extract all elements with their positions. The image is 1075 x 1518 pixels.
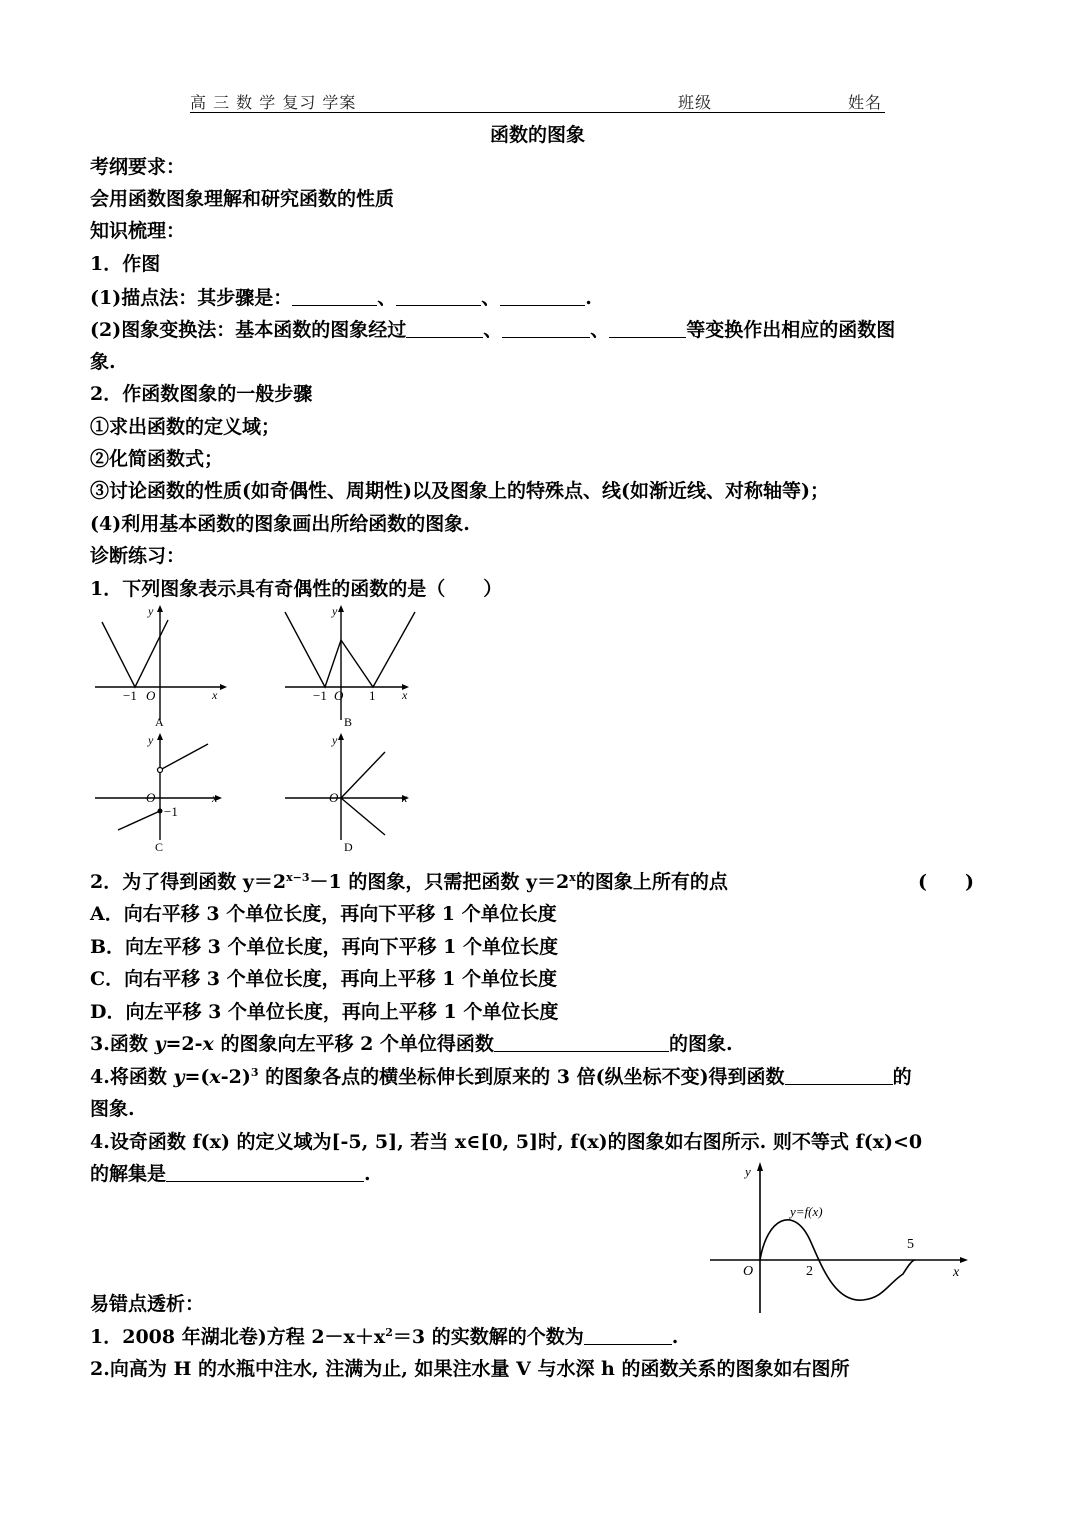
question-4b-line2: 的解集是 . [90, 1163, 371, 1185]
origin-label: O [329, 790, 339, 805]
axis-y-label: y [332, 733, 338, 747]
function-graph[interactable] [705, 1158, 975, 1316]
answer-blank[interactable] [502, 319, 590, 338]
option-c-label: C [155, 840, 164, 854]
answer-blank[interactable] [166, 1163, 364, 1182]
graph-d[interactable] [280, 730, 430, 855]
step-1: ①求出函数的定义域； [90, 416, 281, 438]
origin-label: O [146, 688, 156, 703]
graph-c[interactable] [90, 730, 240, 855]
step-4: (4)利用基本函数的图象画出所给函数的图象. [90, 513, 470, 535]
axis-x-label: x [212, 688, 218, 702]
header-name-label: 姓名 [848, 93, 883, 112]
origin-label: O [743, 1264, 754, 1279]
answer-blank[interactable] [292, 287, 377, 306]
origin-label: O [334, 688, 344, 703]
knowledge-p2: (2)图象变换法：基本函数的图象经过 、 、 等变换作出相应的函数图 [90, 319, 896, 341]
answer-blank[interactable] [396, 287, 481, 306]
tick-label-neg-one: −1 [313, 688, 327, 703]
axis-x-label: x [402, 791, 408, 805]
page-header [190, 90, 885, 113]
kaogang-text: 会用函数图象理解和研究函数的性质 [90, 188, 395, 210]
knowledge-heading-1: 1．作图 [90, 253, 161, 275]
option-a-label: A [155, 715, 164, 729]
tick-label-2: 2 [806, 1264, 813, 1279]
question-2-paren: ( ) [918, 871, 974, 893]
knowledge-p1: (1)描点法：其步骤是： 、 、 . [90, 287, 592, 309]
axis-x-label: x [402, 688, 408, 702]
header-class-label: 班级 [678, 93, 713, 112]
section-yicuo: 易错点透析： [90, 1293, 205, 1315]
answer-blank[interactable] [584, 1326, 672, 1345]
question-4a-cont: 图象. [90, 1098, 135, 1120]
axis-y-label: y [148, 604, 154, 618]
section-kaogang: 考纲要求： [90, 156, 186, 178]
tick-label-one: 1 [369, 688, 376, 703]
answer-blank[interactable] [500, 287, 585, 306]
question-4b-line1: 4.设奇函数 f(x) 的定义域为[-5, 5], 若当 x∈[0, 5]时, f(x)的图象如右图所示. 则不等式 f(x)<0 [90, 1131, 923, 1153]
answer-blank[interactable] [494, 1033, 669, 1052]
axis-x-label: x [212, 791, 218, 805]
error-question-1: 1．2008 年湖北卷)方程 $2-x+x^2=3$ 的实数解的个数为 . [90, 1326, 679, 1348]
step-3: ③讨论函数的性质(如奇偶性、周期性)以及图象上的特殊点、线(如渐近线、对称轴等)； [90, 480, 829, 502]
axis-y-label: y [148, 733, 154, 747]
question-2: 2．为了得到函数 $y=2^{x-3}-1$ 的图象，只需把函数 $y=2^x$的图象上所有的点 [90, 871, 728, 893]
q2-option-a[interactable]: A．向右平移 3 个单位长度，再向下平移 1 个单位长度 [90, 903, 557, 925]
origin-label: O [146, 790, 156, 805]
tick-label-5: 5 [907, 1237, 914, 1252]
error-question-2: 2.向高为 H 的水瓶中注水, 注满为止, 如果注水量 V 与水深 h 的函数关系的图象如右图所 [90, 1358, 850, 1380]
step-2: ②化简函数式； [90, 448, 224, 470]
question-3: 3.函数 y=2-x 的图象向左平移 2 个单位得函数 的图象. [90, 1033, 733, 1055]
answer-blank[interactable] [609, 319, 686, 338]
question-4a: 4.将函数 $y=(x-2)^3$ 的图象各点的横坐标伸长到原来的 3 倍(纵坐标不变)得到函数 的 [90, 1066, 912, 1088]
option-d-label: D [344, 840, 353, 854]
page-title: 函数的图象 [489, 124, 585, 146]
graph-a[interactable] [90, 600, 240, 735]
answer-blank[interactable] [406, 319, 483, 338]
header-course: 高 三 数 学 复习 学案 [190, 93, 357, 112]
knowledge-p2-cont: 象. [90, 351, 116, 373]
axis-x-label: x [953, 1265, 960, 1280]
q2-option-b[interactable]: B．向左平移 3 个单位长度，再向下平移 1 个单位长度 [90, 936, 558, 958]
section-zhishi: 知识梳理： [90, 220, 186, 242]
graph-b[interactable] [280, 600, 430, 735]
answer-blank[interactable] [785, 1066, 893, 1085]
curve-label: y=f(x) [790, 1204, 823, 1219]
axis-y-label: y [745, 1164, 751, 1179]
knowledge-heading-2: 2．作函数图象的一般步骤 [90, 383, 313, 405]
q2-option-d[interactable]: D．向左平移 3 个单位长度，再向上平移 1 个单位长度 [90, 1001, 559, 1023]
tick-label-neg-one: −1 [164, 804, 178, 819]
q2-option-c[interactable]: C．向右平移 3 个单位长度，再向上平移 1 个单位长度 [90, 968, 558, 990]
option-b-label: B [344, 715, 353, 729]
tick-label-neg-one: −1 [123, 688, 137, 703]
section-zhenduan: 诊断练习： [90, 545, 186, 567]
axis-y-label: y [332, 604, 338, 618]
question-1: 1．下列图象表示具有奇偶性的函数的是（ ） [90, 578, 503, 600]
